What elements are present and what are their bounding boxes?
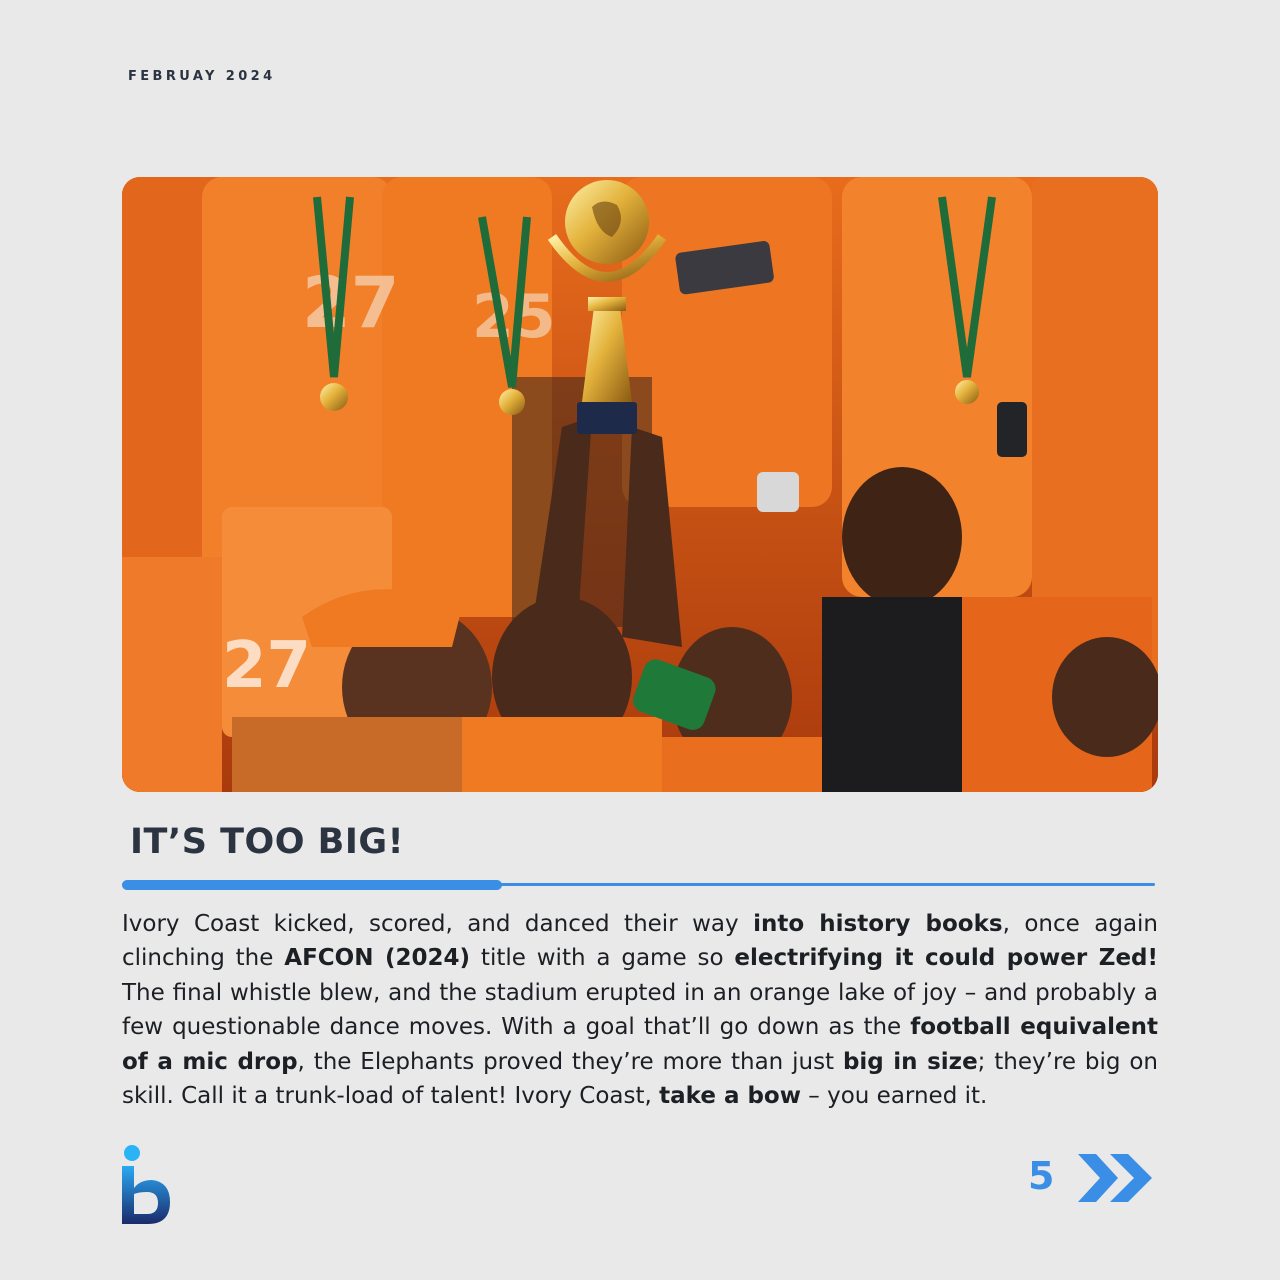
article-text-segment: title with a game so xyxy=(470,945,735,972)
trophy-celebration-illustration xyxy=(122,177,1158,792)
article-emphasis: AFCON (2024) xyxy=(284,945,471,972)
article-emphasis: electrifying it could power Zed! xyxy=(734,945,1158,972)
article-emphasis: take a bow xyxy=(659,1083,801,1110)
article-text-segment: The final whistle blew, and the stadium erupted in an orange lake of joy – and probably a few questionable dance moves. With a goal that’ll go down as the xyxy=(122,979,1158,1041)
issue-date: FEBRUAY 2024 xyxy=(128,69,276,84)
hero-photo xyxy=(122,177,1158,792)
svg-text:27: 27 xyxy=(222,629,312,703)
article-emphasis: into history books xyxy=(753,911,1003,937)
article-text-segment: , the Elephants proved they’re more than just xyxy=(297,1048,843,1075)
svg-text:25: 25 xyxy=(472,282,556,352)
article-text-segment: , once again clinching the xyxy=(122,911,1159,972)
headline-divider-accent xyxy=(122,880,502,890)
article-body xyxy=(122,907,1158,1113)
article-emphasis: big in size xyxy=(842,1048,978,1075)
article-text-segment: – you earned it. xyxy=(800,1083,988,1110)
page-number: 5 xyxy=(1028,1154,1055,1198)
article-emphasis: football equivalent of a mic drop xyxy=(122,1014,1158,1075)
svg-text:27: 27 xyxy=(302,262,400,344)
article-text-segment: ; they’re big on skill. Call it a trunk-load of talent! Ivory Coast, xyxy=(122,1048,1158,1110)
article-text-segment: Ivory Coast kicked, scored, and danced their way xyxy=(122,911,754,937)
double-chevron-right-icon[interactable] xyxy=(1076,1152,1154,1204)
brand-logo-icon[interactable] xyxy=(120,1142,172,1226)
article-headline: IT’S TOO BIG! xyxy=(130,822,405,862)
